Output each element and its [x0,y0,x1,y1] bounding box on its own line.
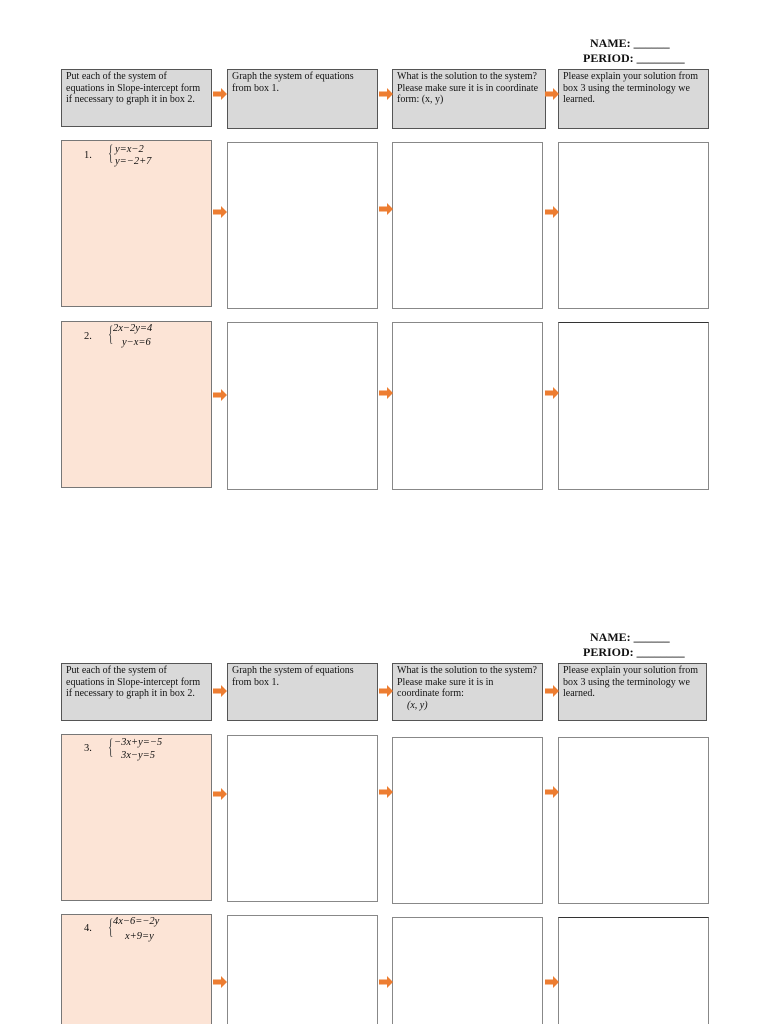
equation-2: x+9=y [125,931,154,942]
solution-box[interactable] [392,142,543,309]
arrow-right-icon [379,203,393,215]
arrow-right-icon [379,976,393,988]
explanation-box[interactable] [558,322,709,490]
arrow-right-icon [545,786,559,798]
problem-number: 3. [84,743,92,754]
brace-icon: { [108,140,114,165]
arrow-right-icon [213,88,227,100]
equation-2: 3x−y=5 [121,750,155,761]
problem-number: 4. [84,923,92,934]
header-box-2: Graph the system of equations from box 1. [227,663,378,721]
problem-box [61,321,212,488]
arrow-right-icon [545,685,559,697]
arrow-right-icon [213,685,227,697]
equation-1: −3x+y=−5 [114,737,163,748]
arrow-right-icon [213,206,227,218]
header-box-1: Put each of the system of equations in Slope-intercept form if necessary to graph it in box 2. [61,69,212,127]
header-box-2: Graph the system of equations from box 1. [227,69,378,129]
problem-box [61,734,212,901]
equation-1: 4x−6=−2y [113,916,160,927]
header-box-3 [392,663,543,721]
equation-1: 2x−2y=4 [113,323,153,334]
solution-box[interactable] [392,917,543,1024]
brace-icon: { [108,734,114,759]
solution-box[interactable] [392,322,543,490]
brace-icon: { [108,321,114,346]
header-box-3: What is the solution to the system? Please make sure it is in coordinate form: (x, y) [392,69,546,129]
period-label: PERIOD: ________ [583,51,685,65]
arrow-right-icon [213,389,227,401]
name-label: NAME: ______ [590,630,670,644]
graph-box[interactable] [227,322,378,490]
problem-number: 1. [84,150,92,161]
header-box-1: Put each of the system of equations in Slope-intercept form if necessary to graph it in box 2. [61,663,212,721]
header-box-4: Please explain your solution from box 3 using the terminology we learned. [558,69,709,129]
brace-icon: { [108,914,114,939]
arrow-right-icon [213,976,227,988]
problem-number: 2. [84,331,92,342]
explanation-box[interactable] [558,737,709,904]
arrow-right-icon [545,88,559,100]
arrow-right-icon [379,387,393,399]
problem-box [61,140,212,307]
explanation-box[interactable] [558,142,709,309]
equation-2: y=−2+7 [115,156,152,167]
solution-box[interactable] [392,737,543,904]
arrow-right-icon [379,786,393,798]
graph-box[interactable] [227,735,378,902]
arrow-right-icon [545,206,559,218]
problem-box [61,914,212,1024]
header-text: What is the solution to the system? Please make sure it is in coordinate form: [397,665,537,699]
arrow-right-icon [379,685,393,697]
equation-2: y−x=6 [122,337,151,348]
arrow-right-icon [213,788,227,800]
coord-form: (x, y) [407,699,428,711]
period-label: PERIOD: ________ [583,645,685,659]
arrow-right-icon [379,88,393,100]
graph-box[interactable] [227,142,378,309]
name-label: NAME: ______ [590,36,670,50]
explanation-box[interactable] [558,917,709,1024]
equation-1: y=x−2 [115,144,144,155]
header-box-4: Please explain your solution from box 3 using the terminology we learned. [558,663,707,721]
arrow-right-icon [545,976,559,988]
graph-box[interactable] [227,915,378,1024]
arrow-right-icon [545,387,559,399]
